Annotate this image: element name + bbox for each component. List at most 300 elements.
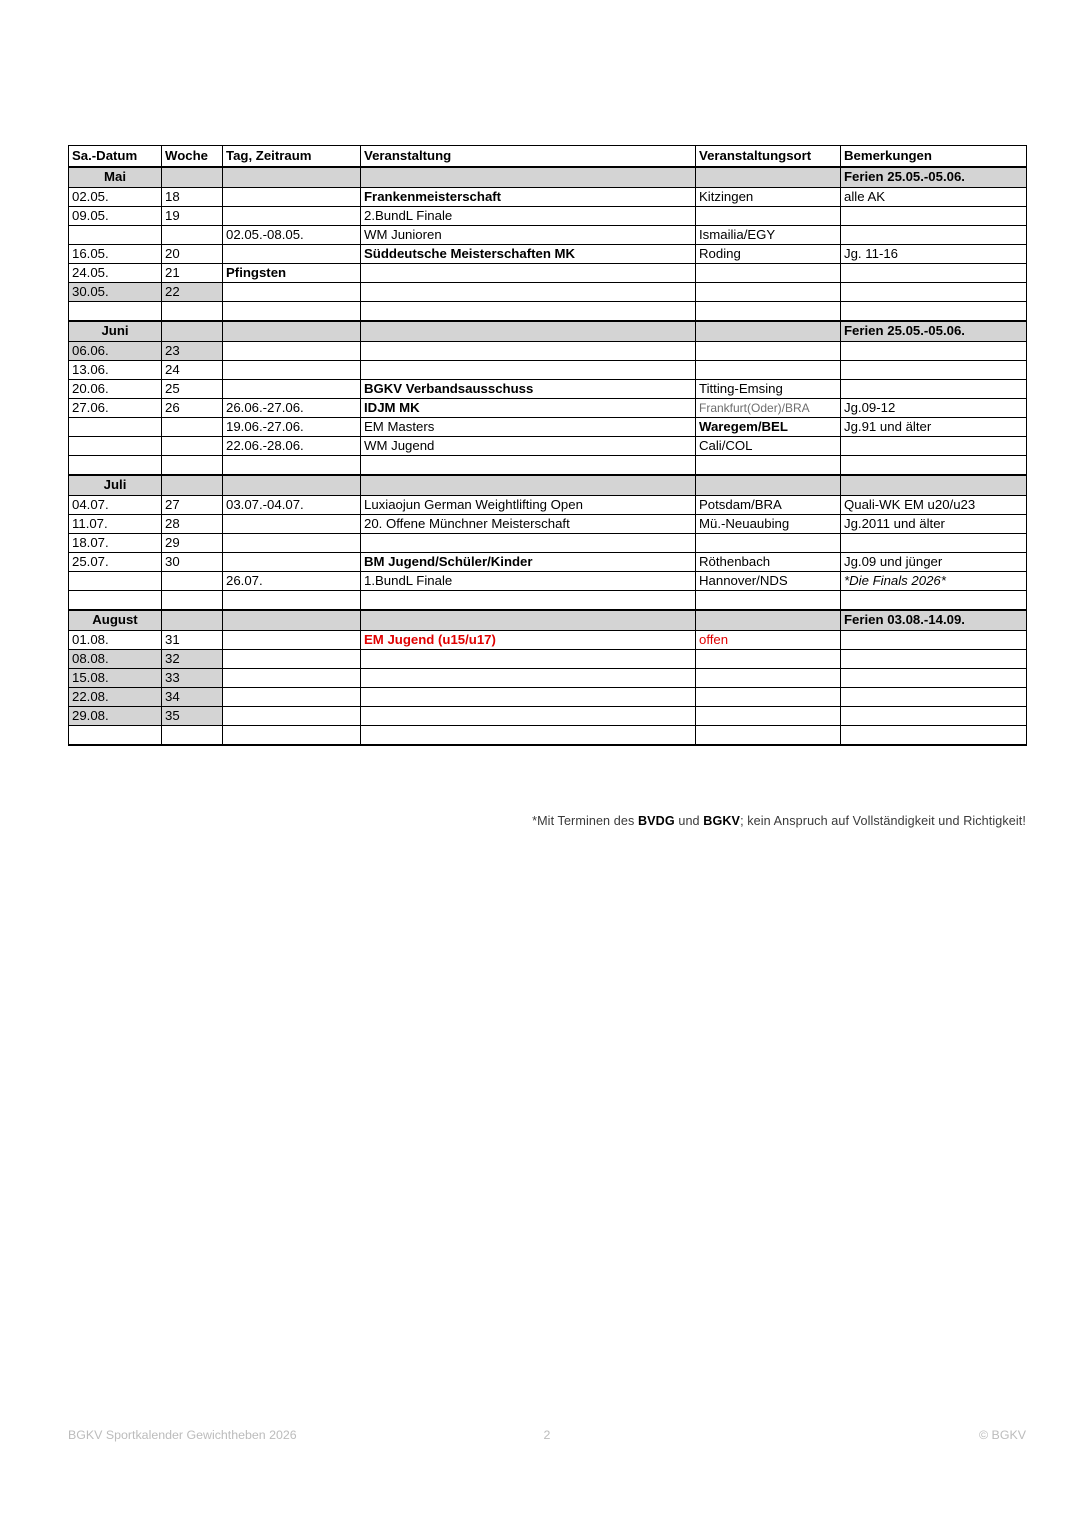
cell-location-text: Cali/COL — [699, 437, 753, 453]
table-spacer-row — [69, 591, 1027, 610]
cell-location-text: Röthenbach — [699, 553, 771, 569]
table-row — [69, 515, 1027, 534]
footnote-middle: und — [674, 814, 704, 828]
footnote — [68, 814, 1026, 828]
cell-remarks-text: Ferien 25.05.-05.06. — [844, 323, 965, 339]
month-cell-remarks — [841, 475, 1027, 496]
month-cell-week — [162, 167, 223, 188]
cell-location — [696, 553, 841, 572]
cell-timespan — [223, 226, 361, 245]
table-row — [69, 631, 1027, 650]
cell-location-text: Hannover/NDS — [699, 572, 788, 588]
cell-event — [361, 207, 696, 226]
column-header-week: Woche — [162, 146, 223, 167]
cell-timespan — [223, 534, 361, 553]
month-cell-timespan — [223, 321, 361, 342]
footer-page-number: 2 — [543, 1428, 551, 1442]
cell-date-text: 11.07. — [72, 515, 108, 531]
cell-date — [69, 207, 162, 226]
cell-event-text: BM Jugend/Schüler/Kinder — [364, 553, 533, 569]
table-row — [69, 650, 1027, 669]
cell-date-text: 18.07. — [72, 534, 109, 550]
cell-timespan-text: 26.06.-27.06. — [226, 399, 304, 415]
spacer-cell — [696, 591, 841, 610]
spacer-cell — [223, 591, 361, 610]
spacer-cell — [361, 302, 696, 321]
cell-event — [361, 283, 696, 302]
cell-remarks — [841, 650, 1027, 669]
cell-date — [69, 342, 162, 361]
cell-remarks — [841, 572, 1027, 591]
cell-event — [361, 631, 696, 650]
column-header-event: Veranstaltung — [361, 146, 696, 167]
cell-date — [69, 572, 162, 591]
cell-remarks-text: Jg.91 und älter — [844, 418, 932, 434]
table-row — [69, 245, 1027, 264]
cell-week-text: 35 — [165, 707, 180, 723]
spacer-cell — [162, 591, 223, 610]
cell-event — [361, 650, 696, 669]
cell-date-text: 30.05. — [72, 283, 109, 299]
cell-date-text: 08.08. — [72, 650, 109, 666]
cell-location — [696, 496, 841, 515]
cell-week — [162, 380, 223, 399]
spacer-cell — [223, 726, 361, 745]
cell-date — [69, 418, 162, 437]
cell-event-text: WM Jugend — [364, 437, 435, 453]
cell-week — [162, 437, 223, 456]
cell-event — [361, 361, 696, 380]
cell-remarks — [841, 283, 1027, 302]
cell-week-text: 28 — [165, 515, 180, 531]
cell-date — [69, 245, 162, 264]
cell-location-text: Frankfurt(Oder)/BRA — [699, 400, 810, 415]
cell-event — [361, 707, 696, 726]
cell-week — [162, 283, 223, 302]
cell-date — [69, 534, 162, 553]
month-cell-date — [69, 167, 162, 188]
cell-event — [361, 418, 696, 437]
cell-remarks-text: *Die Finals 2026* — [844, 572, 946, 588]
table-row — [69, 342, 1027, 361]
cell-week-text: 31 — [165, 631, 180, 647]
cell-remarks-text: Jg.09 und jünger — [844, 553, 943, 569]
cell-timespan — [223, 631, 361, 650]
table-spacer-row — [69, 456, 1027, 475]
cell-event-text: Luxiaojun German Weightlifting Open — [364, 496, 583, 512]
table-spacer-row — [69, 302, 1027, 321]
month-cell-date — [69, 321, 162, 342]
cell-date — [69, 688, 162, 707]
cell-remarks — [841, 399, 1027, 418]
cell-event-text: 20. Offene Münchner Meisterschaft — [364, 515, 570, 531]
cell-location — [696, 631, 841, 650]
cell-week — [162, 534, 223, 553]
cell-location-text: Ismailia/EGY — [699, 226, 776, 242]
cell-timespan — [223, 496, 361, 515]
cell-location — [696, 342, 841, 361]
cell-remarks — [841, 669, 1027, 688]
month-cell-event — [361, 475, 696, 496]
cell-week — [162, 631, 223, 650]
cell-remarks — [841, 207, 1027, 226]
table-row — [69, 496, 1027, 515]
cell-remarks — [841, 515, 1027, 534]
cell-timespan — [223, 207, 361, 226]
cell-week — [162, 264, 223, 283]
month-cell-event — [361, 167, 696, 188]
cell-date-text: 20.06. — [72, 380, 109, 396]
spacer-cell — [69, 302, 162, 321]
spacer-cell — [841, 726, 1027, 745]
cell-timespan — [223, 188, 361, 207]
cell-location — [696, 515, 841, 534]
cell-date-text: Juni — [101, 323, 129, 339]
footnote-org-bgkv: BGKV — [703, 814, 741, 828]
cell-location — [696, 399, 841, 418]
cell-location-text: Roding — [699, 245, 741, 261]
cell-remarks — [841, 380, 1027, 399]
cell-timespan-text: 19.06.-27.06. — [226, 418, 304, 434]
cell-event — [361, 188, 696, 207]
cell-date-text: August — [92, 612, 138, 628]
cell-remarks-text: Ferien 25.05.-05.06. — [844, 169, 965, 185]
cell-timespan — [223, 669, 361, 688]
cell-event-text: BGKV Verbandsausschuss — [364, 380, 534, 396]
cell-timespan — [223, 707, 361, 726]
cell-event — [361, 572, 696, 591]
cell-date-text: 01.08. — [72, 631, 109, 647]
cell-remarks — [841, 361, 1027, 380]
cell-week — [162, 361, 223, 380]
month-cell-date — [69, 610, 162, 631]
month-cell-week — [162, 610, 223, 631]
footer-document-title: BGKV Sportkalender Gewichtheben 2026 — [68, 1428, 297, 1442]
cell-week-text: 32 — [165, 650, 180, 666]
month-header-row — [69, 321, 1027, 342]
sport-calendar-table — [68, 145, 1027, 746]
month-cell-timespan — [223, 610, 361, 631]
cell-remarks-text: alle AK — [844, 188, 886, 204]
footer-copyright: © BGKV — [978, 1428, 1026, 1442]
spacer-cell — [841, 302, 1027, 321]
cell-timespan — [223, 399, 361, 418]
month-cell-week — [162, 321, 223, 342]
cell-week — [162, 669, 223, 688]
cell-event — [361, 553, 696, 572]
cell-remarks-text: Quali-WK EM u20/u23 — [844, 496, 976, 512]
cell-week — [162, 572, 223, 591]
cell-week — [162, 707, 223, 726]
cell-date — [69, 380, 162, 399]
cell-date — [69, 553, 162, 572]
cell-location — [696, 437, 841, 456]
spacer-cell — [162, 302, 223, 321]
cell-event-text: 1.BundL Finale — [364, 572, 453, 588]
cell-remarks — [841, 226, 1027, 245]
cell-event-text: EM Jugend (u15/u17) — [364, 631, 496, 647]
cell-week-text: 29 — [165, 534, 180, 550]
month-cell-location — [696, 475, 841, 496]
cell-date-text: 22.08. — [72, 688, 109, 704]
cell-event-text: Frankenmeisterschaft — [364, 188, 502, 204]
cell-timespan — [223, 515, 361, 534]
cell-timespan — [223, 245, 361, 264]
month-cell-timespan — [223, 167, 361, 188]
spacer-cell — [223, 302, 361, 321]
cell-date — [69, 283, 162, 302]
cell-week — [162, 207, 223, 226]
spacer-cell — [841, 456, 1027, 475]
cell-timespan — [223, 553, 361, 572]
page-footer — [68, 1428, 1026, 1448]
cell-location — [696, 572, 841, 591]
cell-event — [361, 226, 696, 245]
cell-location — [696, 283, 841, 302]
cell-date-text: 24.05. — [72, 264, 109, 280]
cell-remarks — [841, 553, 1027, 572]
cell-location — [696, 207, 841, 226]
cell-location — [696, 418, 841, 437]
table-row — [69, 226, 1027, 245]
table-row — [69, 437, 1027, 456]
cell-week — [162, 245, 223, 264]
spacer-cell — [841, 591, 1027, 610]
table-row — [69, 380, 1027, 399]
cell-week — [162, 515, 223, 534]
cell-event — [361, 245, 696, 264]
month-cell-week — [162, 475, 223, 496]
month-header-row — [69, 610, 1027, 631]
cell-date — [69, 631, 162, 650]
cell-week-text: 19 — [165, 207, 180, 223]
cell-date-text: 13.06. — [72, 361, 109, 377]
cell-location — [696, 650, 841, 669]
cell-date — [69, 226, 162, 245]
month-cell-location — [696, 321, 841, 342]
cell-remarks-text: Ferien 03.08.-14.09. — [844, 612, 965, 628]
month-cell-location — [696, 610, 841, 631]
cell-event — [361, 264, 696, 283]
table-row — [69, 207, 1027, 226]
table-row — [69, 361, 1027, 380]
cell-location-text: Kitzingen — [699, 188, 754, 204]
column-header-place: Veranstaltungsort — [696, 146, 841, 167]
cell-event-text: Süddeutsche Meisterschaften MK — [364, 245, 576, 261]
cell-date — [69, 707, 162, 726]
cell-week — [162, 650, 223, 669]
table-row — [69, 688, 1027, 707]
cell-date — [69, 437, 162, 456]
cell-date — [69, 669, 162, 688]
table-header-row — [69, 146, 1027, 167]
cell-location — [696, 264, 841, 283]
cell-week — [162, 399, 223, 418]
cell-location — [696, 669, 841, 688]
cell-date-text: 02.05. — [72, 188, 109, 204]
cell-timespan-text: 26.07. — [226, 572, 263, 588]
cell-event — [361, 380, 696, 399]
cell-week-text: 30 — [165, 553, 180, 569]
footnote-org-bvdg: BVDG — [637, 814, 675, 828]
table-row — [69, 399, 1027, 418]
cell-timespan — [223, 437, 361, 456]
cell-timespan-text: Pfingsten — [226, 264, 287, 280]
column-header-note: Bemerkungen — [841, 146, 1027, 167]
table-row — [69, 553, 1027, 572]
cell-remarks — [841, 437, 1027, 456]
spacer-cell — [361, 456, 696, 475]
cell-week — [162, 342, 223, 361]
cell-week-text: 20 — [165, 245, 180, 261]
cell-event — [361, 515, 696, 534]
cell-location — [696, 534, 841, 553]
cell-timespan-text: 02.05.-08.05. — [226, 226, 304, 242]
cell-week-text: 25 — [165, 380, 180, 396]
cell-location — [696, 707, 841, 726]
cell-week — [162, 553, 223, 572]
cell-week — [162, 418, 223, 437]
spacer-cell — [162, 726, 223, 745]
cell-week — [162, 226, 223, 245]
cell-event-text: EM Masters — [364, 418, 435, 434]
cell-date-text: 27.06. — [72, 399, 109, 415]
cell-location — [696, 361, 841, 380]
cell-week-text: 34 — [165, 688, 180, 704]
cell-location — [696, 688, 841, 707]
cell-timespan — [223, 650, 361, 669]
cell-event-text: WM Junioren — [364, 226, 442, 242]
cell-location — [696, 245, 841, 264]
cell-date-text: Mai — [104, 169, 126, 185]
spacer-cell — [69, 591, 162, 610]
table-row — [69, 534, 1027, 553]
cell-event — [361, 496, 696, 515]
cell-date — [69, 650, 162, 669]
cell-remarks-text: Jg. 11-16 — [844, 245, 899, 261]
cell-event — [361, 342, 696, 361]
cell-remarks — [841, 245, 1027, 264]
cell-event — [361, 534, 696, 553]
cell-week-text: 22 — [165, 283, 180, 299]
cell-date-text: 09.05. — [72, 207, 109, 223]
cell-event — [361, 399, 696, 418]
cell-date — [69, 496, 162, 515]
table-row — [69, 283, 1027, 302]
cell-timespan — [223, 572, 361, 591]
spacer-cell — [696, 456, 841, 475]
spacer-cell — [361, 726, 696, 745]
cell-date-text: 15.08. — [72, 669, 109, 685]
cell-date — [69, 515, 162, 534]
cell-timespan — [223, 361, 361, 380]
month-cell-remarks — [841, 167, 1027, 188]
cell-remarks — [841, 707, 1027, 726]
cell-date — [69, 399, 162, 418]
cell-remarks — [841, 264, 1027, 283]
month-cell-timespan — [223, 475, 361, 496]
spacer-cell — [69, 456, 162, 475]
month-header-row — [69, 167, 1027, 188]
footnote-suffix: ; kein Anspruch auf Vollständigkeit und Richtigkeit! — [740, 814, 1026, 828]
cell-timespan-text: 03.07.-04.07. — [226, 496, 304, 512]
cell-remarks-text: Jg.2011 und älter — [844, 515, 945, 531]
cell-timespan-text: 22.06.-28.06. — [226, 437, 304, 453]
cell-date-text: 16.05. — [72, 245, 109, 261]
cell-week-text: 33 — [165, 669, 180, 685]
cell-remarks — [841, 688, 1027, 707]
cell-week-text: 27 — [165, 496, 180, 512]
cell-location — [696, 188, 841, 207]
spacer-cell — [361, 591, 696, 610]
table-row — [69, 188, 1027, 207]
cell-date-text: 25.07. — [72, 553, 109, 569]
cell-date-text: 06.06. — [72, 342, 109, 358]
cell-location-text: Titting-Emsing — [699, 380, 783, 396]
cell-week — [162, 188, 223, 207]
table-row — [69, 264, 1027, 283]
cell-location — [696, 380, 841, 399]
month-cell-location — [696, 167, 841, 188]
month-cell-event — [361, 321, 696, 342]
cell-date — [69, 361, 162, 380]
cell-event-text: 2.BundL Finale — [364, 207, 453, 223]
cell-date-text: 04.07. — [72, 496, 109, 512]
cell-timespan — [223, 264, 361, 283]
cell-event — [361, 688, 696, 707]
calendar-table-wrapper — [68, 145, 1026, 746]
cell-timespan — [223, 380, 361, 399]
cell-date-text: 29.08. — [72, 707, 109, 723]
month-header-row — [69, 475, 1027, 496]
cell-timespan — [223, 688, 361, 707]
spacer-cell — [223, 456, 361, 475]
cell-timespan — [223, 418, 361, 437]
table-row — [69, 418, 1027, 437]
cell-remarks — [841, 418, 1027, 437]
spacer-cell — [162, 456, 223, 475]
table-spacer-row — [69, 726, 1027, 745]
cell-location — [696, 226, 841, 245]
cell-location-text: Mü.-Neuaubing — [699, 515, 790, 531]
month-cell-remarks — [841, 610, 1027, 631]
month-cell-remarks — [841, 321, 1027, 342]
cell-week-text: 23 — [165, 342, 180, 358]
table-body — [69, 167, 1027, 745]
cell-date — [69, 188, 162, 207]
cell-week-text: 24 — [165, 361, 180, 377]
cell-event — [361, 669, 696, 688]
column-header-date: Sa.-Datum — [69, 146, 162, 167]
cell-remarks-text: Jg.09-12 — [844, 399, 896, 415]
cell-date — [69, 264, 162, 283]
cell-remarks — [841, 534, 1027, 553]
cell-remarks — [841, 188, 1027, 207]
table-row — [69, 707, 1027, 726]
cell-remarks — [841, 496, 1027, 515]
cell-week-text: 18 — [165, 188, 180, 204]
cell-week-text: 21 — [165, 264, 180, 280]
month-cell-event — [361, 610, 696, 631]
cell-week-text: 26 — [165, 399, 180, 415]
cell-location-text: offen — [699, 631, 729, 647]
cell-event-text: IDJM MK — [364, 399, 420, 415]
month-cell-date — [69, 475, 162, 496]
cell-remarks — [841, 631, 1027, 650]
cell-remarks — [841, 342, 1027, 361]
cell-timespan — [223, 342, 361, 361]
cell-location-text: Potsdam/BRA — [699, 496, 782, 512]
